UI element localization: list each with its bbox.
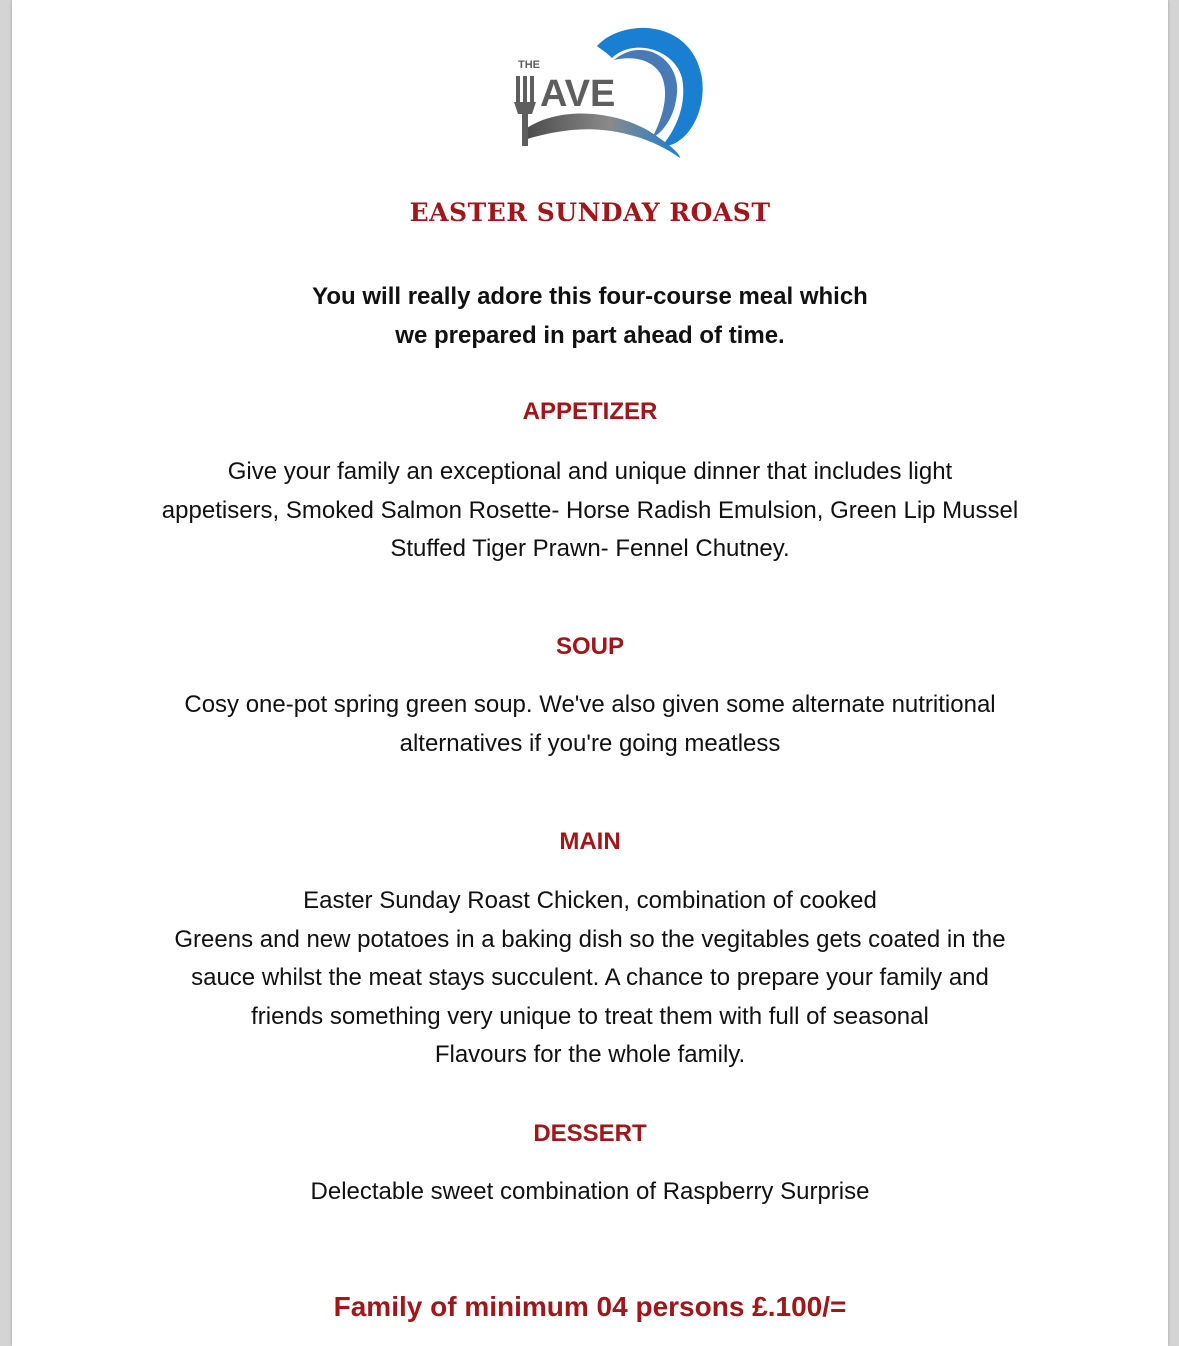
main-text: Easter Sunday Roast Chicken, combination of cooked Greens and new potatoes in a baking dish so the vegitables gets coated in the sauce whilst the meat stays succulent. A chance to prepare your family and friends something very unique to treat them with full of seasonal Flavours for the whole family.	[174, 887, 1006, 1068]
intro-text: You will really adore this four-course meal which we prepared in part ahead of time.	[312, 283, 868, 349]
appetizer-heading: APPETIZER	[522, 398, 658, 425]
logo-brand-text: AVE	[540, 73, 616, 115]
dessert-text: Delectable sweet combination of Raspberry Surprise	[310, 1178, 870, 1205]
dessert-heading: DESSERT	[533, 1120, 647, 1147]
menu-title: EASTER SUNDAY ROAST	[409, 198, 771, 227]
main-heading: MAIN	[559, 828, 621, 855]
menu-page	[12, 0, 1168, 1346]
soup-heading: SOUP	[555, 633, 624, 660]
the-wave-logo	[502, 18, 712, 163]
soup-text: Cosy one-pot spring green soup. We've also given some alternate nutritional alternatives if you're going meatless	[184, 691, 996, 757]
logo-small-text: THE	[518, 59, 540, 71]
wave-swoosh-shape	[524, 114, 680, 158]
appetizer-text: Give your family an exceptional and unique dinner that includes light appetisers, Smoked Salmon Rosette- Horse Radish Emulsion, Green Lip Mussel Stuffed Tiger Prawn- Fennel Chutney.	[161, 458, 1019, 562]
price-text: Family of minimum 04 persons £.100/=	[333, 1291, 847, 1322]
